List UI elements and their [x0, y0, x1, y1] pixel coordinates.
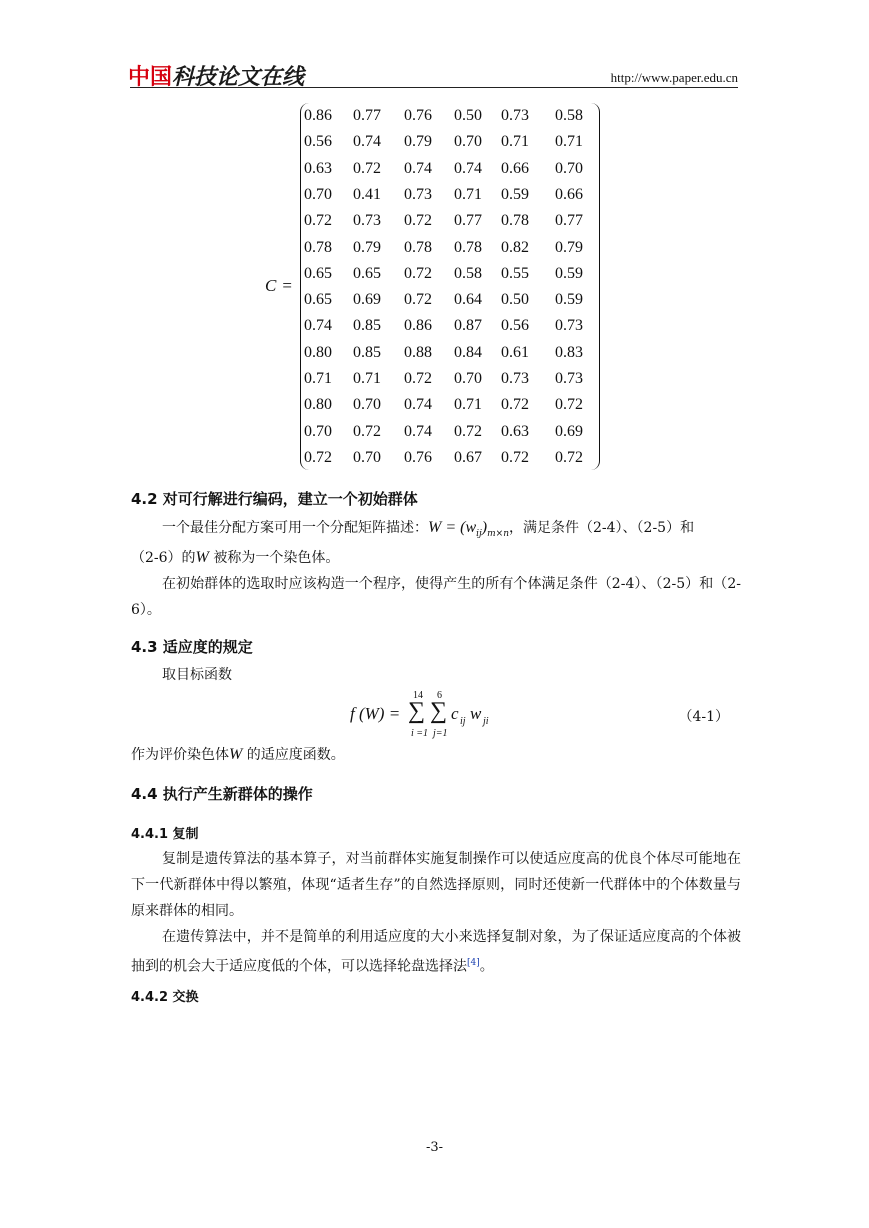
- text: 在遗传算法中，并不是简单的利用适应度的大小来选择复制对象，为了保证适应度高的个体被抽到的机会大于适应度低的个体，可以选择轮盘选择法: [131, 929, 741, 975]
- matrix-cell: 0.70: [304, 422, 332, 440]
- section-heading-4-4: 4.4 执行产生新群体的操作: [131, 785, 313, 803]
- matrix-row: [300, 186, 600, 212]
- paragraph-4-3-intro: 取目标函数: [162, 667, 232, 683]
- matrix-cell: 0.58: [454, 264, 482, 282]
- matrix-cell: 0.70: [353, 396, 381, 414]
- section-heading-4-3: 4.3 适应度的规定: [131, 638, 253, 656]
- matrix-cell: 0.80: [304, 343, 332, 361]
- text: 被称为一个染色体。: [213, 550, 340, 566]
- matrix-cell: 0.74: [353, 133, 381, 151]
- matrix-row: [300, 133, 600, 159]
- matrix-cell: 0.82: [501, 238, 529, 256]
- formula-sub-mn: m×n: [487, 529, 509, 539]
- term-c-sub: ij: [460, 716, 466, 727]
- matrix-cell: 0.59: [555, 264, 583, 282]
- matrix-cell: 0.73: [501, 370, 529, 387]
- matrix-cell: 0.50: [501, 291, 529, 309]
- text: （2-6）的: [131, 550, 196, 566]
- matrix-cell: 0.70: [353, 448, 381, 466]
- matrix-cell: 0.59: [555, 291, 583, 309]
- matrix-cell: 0.65: [353, 264, 381, 282]
- matrix-cell: 0.88: [404, 343, 432, 361]
- subsection-heading-4-4-1: 4.4.1 复制: [131, 827, 199, 842]
- matrix-row: [300, 291, 600, 317]
- matrix-cell: 0.55: [501, 264, 529, 282]
- matrix-cell: 0.77: [454, 212, 482, 230]
- formula-close: ): [481, 519, 488, 536]
- matrix-cell: 0.74: [304, 317, 332, 335]
- citation-ref[interactable]: [4]: [467, 958, 480, 968]
- matrix-cell: 0.71: [501, 133, 529, 151]
- text: ，满足条件（2-4）、（2-5）和: [509, 520, 695, 536]
- eq-lhs: f (W) =: [350, 704, 401, 723]
- matrix-cell: 0.65: [304, 264, 332, 282]
- term-w: w: [470, 704, 482, 723]
- matrix-cell: 0.85: [353, 343, 381, 361]
- matrix-cell: 0.79: [555, 238, 583, 256]
- sum2-upper: 6: [437, 690, 442, 701]
- matrix-cell: 0.41: [353, 185, 381, 203]
- matrix-cell: 0.61: [501, 343, 529, 361]
- matrix-cell: 0.73: [555, 370, 583, 387]
- symbol-w: W: [195, 549, 209, 566]
- symbol-w: W: [229, 746, 243, 763]
- subsection-heading-4-4-2: 4.4.2 交换: [131, 990, 199, 1005]
- matrix-cell: 0.87: [454, 317, 482, 335]
- matrix-cell: 0.72: [501, 448, 529, 466]
- logo-black-text: 科技论文在线: [172, 65, 305, 90]
- matrix-row: [300, 344, 600, 370]
- matrix-cell: 0.72: [404, 264, 432, 282]
- term-c: c: [451, 704, 459, 723]
- equation-4-1: [350, 692, 550, 742]
- matrix-cell: 0.72: [454, 422, 482, 440]
- matrix-cell: 0.71: [555, 133, 583, 151]
- sum1-sigma: ∑: [408, 698, 426, 724]
- matrix-cell: 0.78: [404, 238, 432, 256]
- term-w-sub: ji: [483, 716, 489, 727]
- matrix-cell: 0.63: [304, 159, 332, 177]
- matrix-cell: 0.72: [353, 422, 381, 440]
- matrix-cell: 0.64: [454, 291, 482, 309]
- matrix-cell: 0.50: [454, 107, 482, 124]
- matrix-cell: 0.73: [404, 185, 432, 203]
- matrix-row: [300, 239, 600, 265]
- matrix-cell: 0.69: [555, 422, 583, 440]
- sum1-lower: i =1: [411, 728, 429, 739]
- matrix-cell: 0.71: [454, 396, 482, 414]
- section-heading-4-2: 4.2 对可行解进行编码，建立一个初始群体: [131, 490, 418, 508]
- matrix-cell: 0.71: [304, 370, 332, 387]
- matrix-cell: 0.59: [501, 185, 529, 203]
- matrix-cell: 0.70: [454, 370, 482, 387]
- matrix-cell: 0.86: [304, 107, 332, 124]
- matrix-cell: 0.76: [404, 107, 432, 124]
- formula-sub-ij: ij: [476, 529, 482, 539]
- matrix-cell: 0.58: [555, 107, 583, 124]
- matrix-row: [300, 449, 600, 475]
- matrix-row: [300, 396, 600, 422]
- matrix-cell: 0.66: [501, 159, 529, 177]
- text: 。: [479, 958, 494, 975]
- matrix-row: [300, 107, 600, 133]
- matrix-row: [300, 423, 600, 449]
- matrix-cell: 0.83: [555, 343, 583, 361]
- matrix-cell: 0.65: [304, 291, 332, 309]
- equals-sign: =: [282, 276, 292, 295]
- header-divider: [130, 87, 738, 88]
- matrix-cell: 0.78: [304, 238, 332, 256]
- matrix-cell: 0.71: [454, 185, 482, 203]
- matrix-cell: 0.70: [555, 159, 583, 177]
- matrix-row: [300, 370, 600, 396]
- matrix-cell: 0.66: [555, 185, 583, 203]
- paragraph-4-3-after: [131, 742, 741, 768]
- matrix-cell: 0.67: [454, 448, 482, 466]
- page-number: -3-: [425, 1140, 444, 1155]
- text: 的适应度函数。: [246, 747, 345, 763]
- matrix-cell: 0.84: [454, 343, 482, 361]
- matrix-cell: 0.77: [353, 107, 381, 124]
- matrix-symbol: C: [265, 276, 277, 295]
- matrix-cell: 0.72: [353, 159, 381, 177]
- matrix-cell: 0.72: [555, 396, 583, 414]
- matrix-cell: 0.74: [404, 396, 432, 414]
- matrix-cell: 0.78: [501, 212, 529, 230]
- sum2-sigma: ∑: [430, 698, 448, 724]
- matrix-c: [300, 103, 600, 473]
- matrix-cell: 0.72: [304, 212, 332, 230]
- matrix-cell: 0.72: [501, 396, 529, 414]
- sum2-lower: j=1: [433, 728, 448, 739]
- matrix-cell: 0.74: [454, 159, 482, 177]
- matrix-cell: 0.73: [501, 107, 529, 124]
- paragraph-4-4-1-1: 复制是遗传算法的基本算子，对当前群体实施复制操作可以使适应度高的优良个体尽可能地在下一代新群体中得以繁殖，体现“适者生存”的自然选择原则，同时还使新一代群体中的个体数量与原来群体的相同。: [131, 851, 741, 919]
- matrix-cell: 0.56: [501, 317, 529, 335]
- matrix-cell: 0.70: [304, 185, 332, 203]
- matrix-cell: 0.56: [304, 133, 332, 151]
- formula-w: W = (w: [428, 519, 477, 536]
- matrix-cell: 0.72: [555, 448, 583, 466]
- matrix-cell: 0.77: [555, 212, 583, 230]
- matrix-cell: 0.72: [404, 212, 432, 230]
- header-url: http://www.paper.edu.cn: [610, 70, 738, 85]
- matrix-cell: 0.76: [404, 448, 432, 466]
- matrix-cell: 0.72: [404, 370, 432, 387]
- text: 一个最佳分配方案可用一个分配矩阵描述：: [162, 520, 428, 536]
- matrix-cell: 0.72: [404, 291, 432, 309]
- matrix-row: [300, 160, 600, 186]
- matrix-cell: 0.80: [304, 396, 332, 414]
- matrix-cell: 0.85: [353, 317, 381, 335]
- equation-number: （4-1）: [678, 709, 729, 725]
- matrix-row: [300, 265, 600, 291]
- matrix-row: [300, 212, 600, 238]
- matrix-cell: 0.78: [454, 238, 482, 256]
- text: 作为评价染色体: [131, 747, 229, 763]
- matrix-cell: 0.79: [404, 133, 432, 151]
- matrix-cell: 0.69: [353, 291, 381, 309]
- paragraph-4-2-1-cont: [131, 545, 741, 571]
- matrix-row: [300, 317, 600, 343]
- matrix-cell: 0.86: [404, 317, 432, 335]
- matrix-cell: 0.73: [353, 212, 381, 230]
- sum1-upper: 14: [413, 690, 423, 701]
- matrix-cell: 0.63: [501, 422, 529, 440]
- matrix-cell: 0.72: [304, 448, 332, 466]
- matrix-cell: 0.79: [353, 238, 381, 256]
- matrix-label: [265, 276, 292, 296]
- paragraph-4-2-1: [131, 515, 741, 547]
- paragraph-4-2-2: 在初始群体的选取时应该构造一个程序，使得产生的所有个体满足条件（2-4）、（2-5）和（2-6）。: [131, 576, 741, 618]
- matrix-cell: 0.73: [555, 317, 583, 335]
- matrix-cell: 0.71: [353, 370, 381, 387]
- paragraph-4-4-1-2: [131, 924, 741, 980]
- logo-red-text: 中国: [128, 65, 173, 90]
- matrix-cell: 0.74: [404, 422, 432, 440]
- matrix-cell: 0.70: [454, 133, 482, 151]
- matrix-cell: 0.74: [404, 159, 432, 177]
